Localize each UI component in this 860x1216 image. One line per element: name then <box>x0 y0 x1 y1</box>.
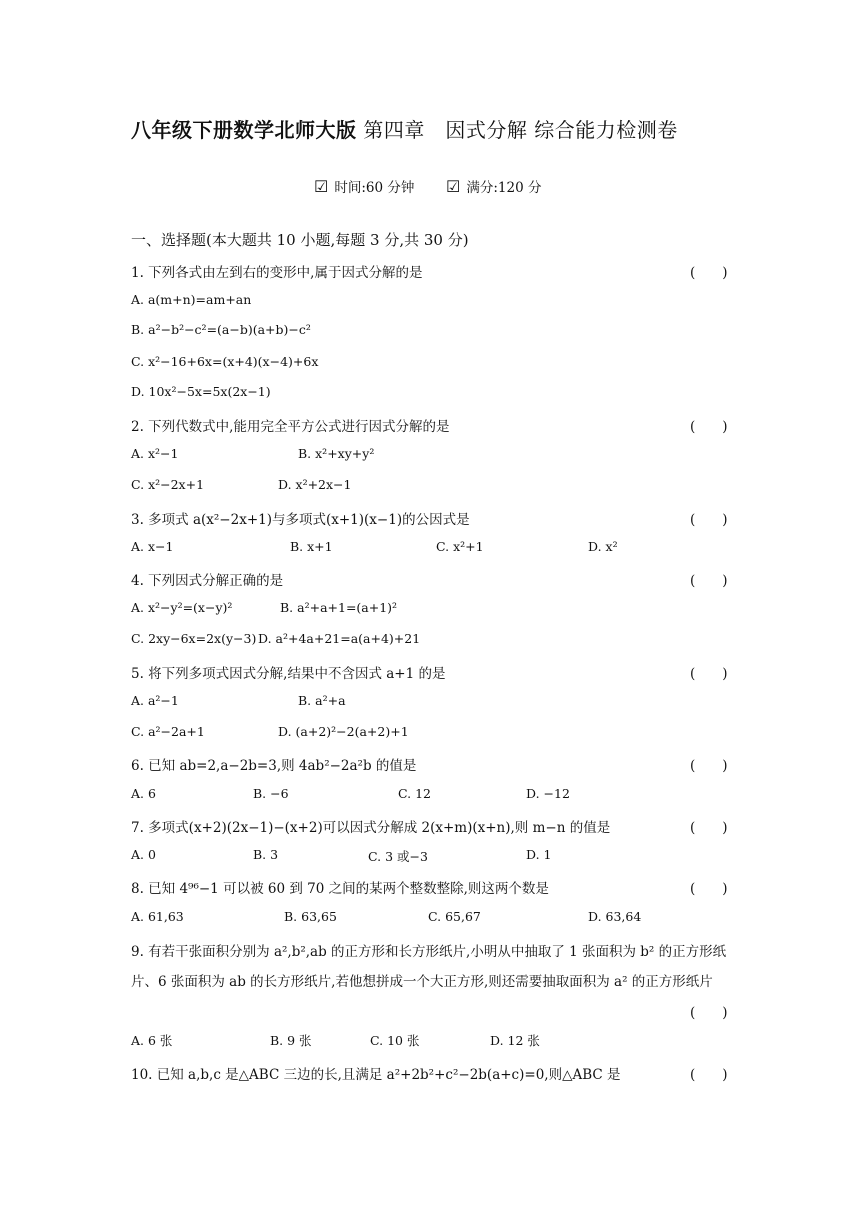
option-d: D. a²+4a+21=a(a+4)+21 <box>258 631 421 646</box>
option-a: A. a²−1 <box>131 693 179 708</box>
answer-blank: ( ) <box>690 512 728 528</box>
option-c: C. 10 张 <box>370 1033 420 1048</box>
option-d: D. 12 张 <box>490 1033 540 1048</box>
option-c: C. 12 <box>398 786 431 801</box>
option-c: C. 65,67 <box>428 909 481 924</box>
option-a: A. 6 <box>131 786 156 801</box>
page-title <box>131 114 678 143</box>
option-c: C. x²−2x+1 <box>131 477 205 492</box>
option-d: D. (a+2)²−2(a+2)+1 <box>278 724 409 739</box>
title-bold: 八年级下册数学北师大版 <box>131 118 357 142</box>
score-label: 满分:120 分 <box>466 180 542 196</box>
option-d: D. 1 <box>526 847 552 862</box>
option-b: B. 9 张 <box>270 1033 312 1048</box>
option-b: B. 63,65 <box>284 909 337 924</box>
option-b: B. 3 <box>253 847 279 862</box>
time-info <box>314 176 414 196</box>
answer-blank: ( ) <box>690 419 728 435</box>
option-b: B. a²+a <box>298 693 346 708</box>
option-a: A. 61,63 <box>131 909 184 924</box>
option-a: A. 0 <box>131 847 156 862</box>
option-b: B. x²+xy+y² <box>298 446 375 461</box>
option-b: B. x+1 <box>290 539 333 554</box>
question-10: 10. 已知 a,b,c 是△ABC 三边的长,且满足 a²+2b²+c²−2b(a+c)=0,则△ABC 是 <box>131 1067 621 1083</box>
question-5: 5. 将下列多项式因式分解,结果中不含因式 a+1 的是 <box>131 666 446 682</box>
option-d: D. −12 <box>526 786 570 801</box>
option-b: B. a²−b²−c²=(a−b)(a+b)−c² <box>131 322 311 337</box>
score-info <box>446 176 541 196</box>
title-rest: 第四章 因式分解 综合能力检测卷 <box>356 118 678 142</box>
option-d: D. 10x²−5x=5x(2x−1) <box>131 384 271 399</box>
option-c: C. x²+1 <box>436 539 484 554</box>
question-7: 7. 多项式(x+2)(2x−1)−(x+2)可以因式分解成 2(x+m)(x+n),则 m−n 的值是 <box>131 820 611 836</box>
question-3: 3. 多项式 a(x²−2x+1)与多项式(x+1)(x−1)的公因式是 <box>131 512 470 528</box>
option-a: A. 6 张 <box>131 1033 173 1048</box>
question-6: 6. 已知 ab=2,a−2b=3,则 4ab²−2a²b 的值是 <box>131 758 417 774</box>
answer-blank: ( ) <box>690 758 728 774</box>
answer-blank: ( ) <box>690 820 728 836</box>
question-8: 8. 已知 4⁹⁶−1 可以被 60 到 70 之间的某两个整数整除,则这两个数是 <box>131 881 549 897</box>
question-2: 2. 下列代数式中,能用完全平方公式进行因式分解的是 <box>131 419 450 435</box>
option-a: A. x−1 <box>131 539 174 554</box>
answer-blank: ( ) <box>690 1005 728 1021</box>
option-d: D. x²+2x−1 <box>278 477 352 492</box>
question-1: 1. 下列各式由左到右的变形中,属于因式分解的是 <box>131 265 423 281</box>
answer-blank: ( ) <box>690 881 728 897</box>
option-b: B. −6 <box>253 786 289 801</box>
answer-blank: ( ) <box>690 1067 728 1083</box>
section-heading: 一、选择题(本大题共 10 小题,每题 3 分,共 30 分) <box>131 231 469 249</box>
question-9-line2: 片、6 张面积为 ab 的长方形纸片,若他想拼成一个大正方形,则还需要抽取面积为 a² 的正方形纸片 <box>131 974 713 990</box>
answer-blank: ( ) <box>690 573 728 589</box>
checkbox-icon: ☑ <box>446 176 461 196</box>
question-9-line1: 9. 有若干张面积分别为 a²,b²,ab 的正方形和长方形纸片,小明从中抽取了 1 张面积为 b² 的正方形纸 <box>131 944 727 960</box>
option-c: C. 3 或−3 <box>368 849 428 864</box>
option-c: C. a²−2a+1 <box>131 724 205 739</box>
answer-blank: ( ) <box>690 666 728 682</box>
option-a: A. x²−1 <box>131 446 179 461</box>
option-a: A. x²−y²=(x−y)² <box>131 600 233 615</box>
question-4: 4. 下列因式分解正确的是 <box>131 573 284 589</box>
option-c: C. x²−16+6x=(x+4)(x−4)+6x <box>131 354 319 369</box>
checkbox-icon: ☑ <box>314 176 329 196</box>
option-d: D. 63,64 <box>588 909 642 924</box>
time-label: 时间:60 分钟 <box>334 180 415 196</box>
answer-blank: ( ) <box>690 265 728 281</box>
option-d: D. x² <box>588 539 618 554</box>
option-c: C. 2xy−6x=2x(y−3) <box>131 631 257 646</box>
option-b: B. a²+a+1=(a+1)² <box>280 600 398 615</box>
option-a: A. a(m+n)=am+an <box>131 292 252 307</box>
